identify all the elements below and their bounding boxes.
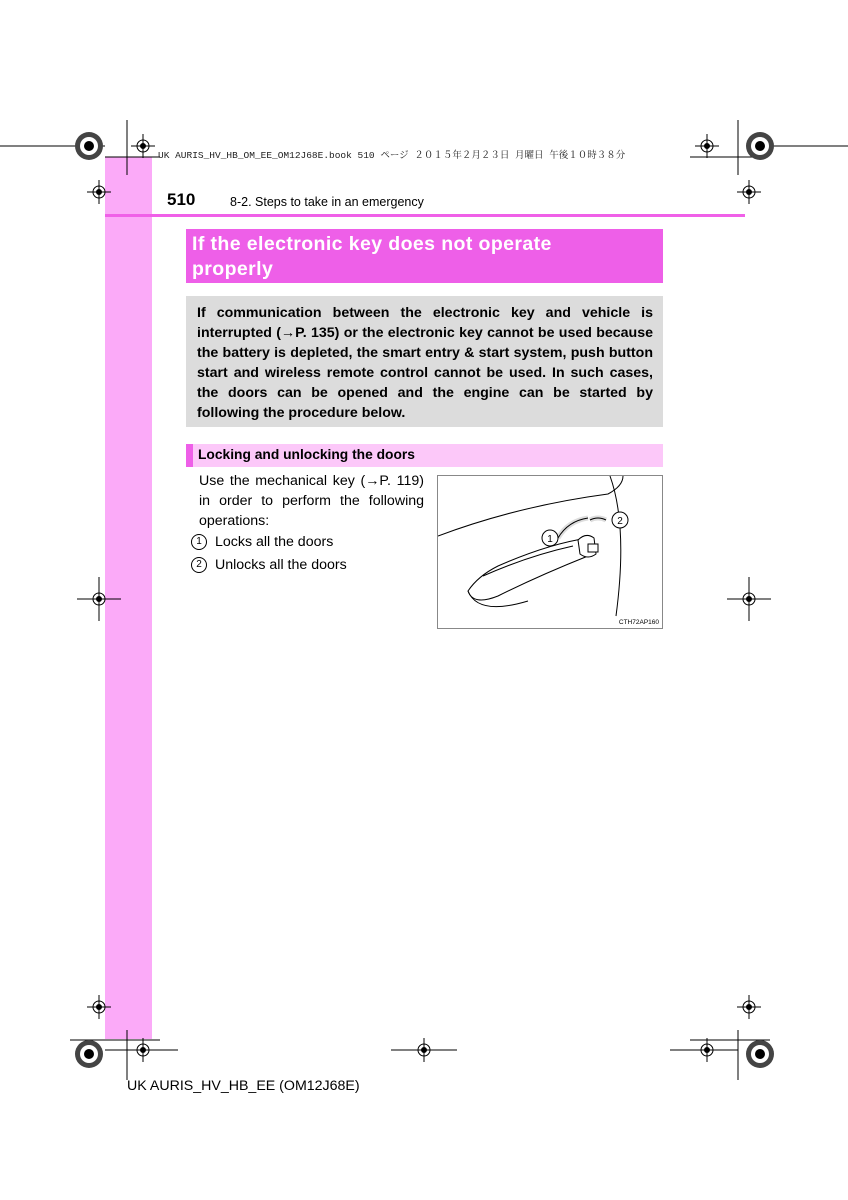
figure-code: CTH72AP160 [618, 619, 659, 626]
list-item-text: Unlocks all the doors [215, 557, 347, 573]
subsection-heading-box [186, 444, 663, 467]
callout-1: 1 [547, 534, 553, 545]
list-item-text: Locks all the doors [215, 534, 334, 550]
title-line-2: properly [192, 258, 274, 280]
intro-text: If communication between the electronic key and vehicle is interrupted (→P. 135) or the electronic key cannot be used because the battery is depleted, the smart entry & start system, push button start and wireless remote control cannot be used. In such cases, the doors can be opened and the engine can be started by following the procedure below. [197, 305, 653, 421]
step-number-circle: 1 [191, 534, 207, 550]
callout-2: 2 [617, 516, 623, 527]
door-handle-illustration [438, 476, 662, 628]
title-line-1: If the electronic key does not operate [192, 233, 552, 255]
page-number: 510 [167, 190, 196, 209]
step-number-circle: 2 [191, 557, 207, 573]
section-title [192, 232, 662, 282]
section-title-box [186, 229, 663, 283]
subsection-heading: Locking and unlocking the doors [198, 447, 415, 462]
subsection-body: Use the mechanical key (→P. 119) in order to perform the following operations: [199, 473, 424, 529]
print-file-info: UK AURIS_HV_HB_OM_EE_OM12J68E.book 510 ページ ２０１５年２月２３日 月曜日 午後１０時３８分 [158, 150, 626, 161]
footer-model-code: UK AURIS_HV_HB_EE (OM12J68E) [127, 1078, 360, 1094]
list-item [191, 534, 333, 550]
section-label: 8-2. Steps to take in an emergency [230, 195, 424, 209]
intro-box [186, 296, 663, 427]
header-rule [105, 214, 745, 217]
door-handle-figure [437, 475, 663, 629]
list-item [191, 557, 347, 573]
